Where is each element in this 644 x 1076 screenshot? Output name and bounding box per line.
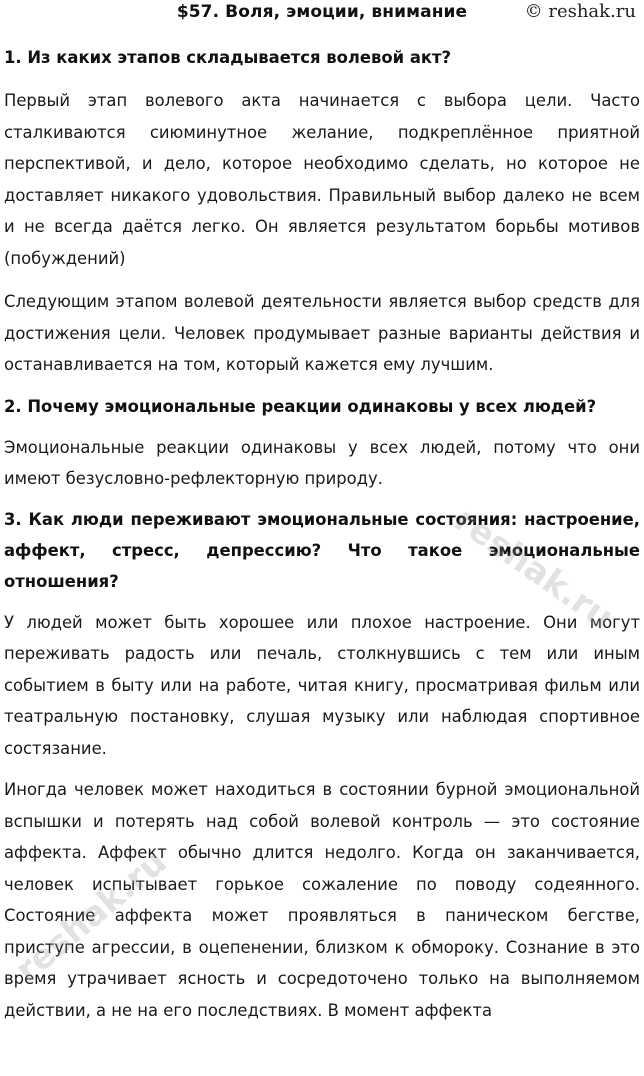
question-2: 2. Почему эмоциональные реакции одинаковы у всех людей? [4,396,597,416]
site-copyright: © reshak.ru [524,1,636,22]
answer-3-paragraph-1: У людей может быть хорошее или плохое настроение. Они могут переживать радость или печаль, столкнувшись с тем или иным событием в быту или на работе, читая книгу, просматривая фильм или театральную постановку, слушая музыку или наблюдая спортивное состязание. [4,612,640,758]
question-3: 3. Как люди переживают эмоциональные состояния: настроение, аффект, стресс, депрессию? Что такое эмоциональные отношения? [4,509,640,591]
watermark-reshak-bottom: reshak.ru [8,841,175,991]
question-1: 1. Из каких этапов складывается волевой акт? [4,48,452,67]
answer-1-paragraph-2: Следующим этапом волевой деятельности является выбор средств для достижения цели. Человек продумывает разные варианты действия и останавливается на том, который кажется ему лучшим. [4,292,640,374]
answer-2-paragraph-1: Эмоциональные реакции одинаковы у всех людей, потому что они имеют безусловно-рефлекторную природу. [4,437,640,488]
answer-3-paragraph-2: Иногда человек может находиться в состоянии бурной эмоциональной вспышки и потерять над собой волевой контроль — это состояние аффекта. Аффект обычно длится недолго. Когда он заканчивается, человек испытывает горькое сожаление по поводу содеянного. Состояние аффекта может проявляться в паническом бегстве, приступе агрессии, в оцепенении, близком к обмороку. Сознание в это время утрачивает ясность и сосредоточено только на выполняемом действии, а не на его последствиях. В момент аффекта [4,780,640,1020]
page-header [4,0,640,26]
page-title: $57. Воля, эмоции, внимание [176,2,468,22]
watermark-reshak-top: reshak.ru [447,500,621,639]
answer-1-paragraph-1: Первый этап волевого акта начинается с выбора цели. Часто сталкиваются сиюминутное желание, подкреплённое приятной перспективой, и дело, которое необходимо сделать, но которое не доставляет никакого удовольствия. Правильный выбор далеко не всем и не всегда даётся легко. Он является результатом борьбы мотивов (побуждений) [4,91,640,268]
